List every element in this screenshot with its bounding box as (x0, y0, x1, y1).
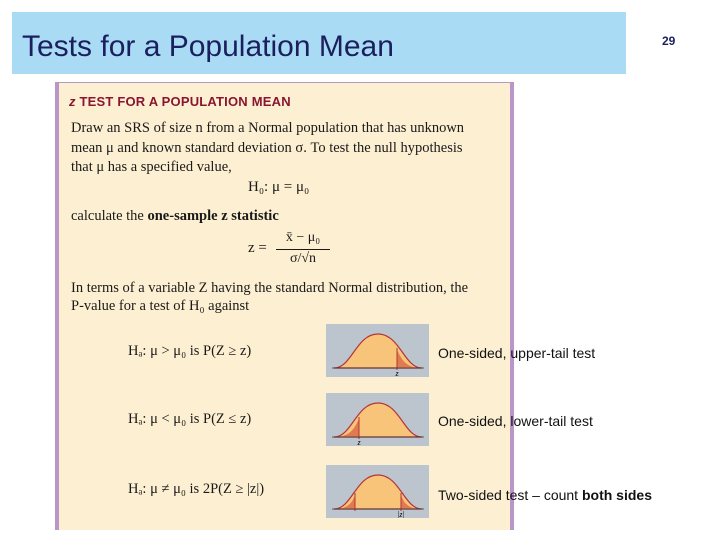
axis-label: z (357, 438, 361, 446)
intro-line-1: Draw an SRS of size n from a Normal population that has unknown (71, 120, 465, 136)
calc-text (71, 206, 491, 226)
z-numerator: x̄ − μ₀ (285, 230, 321, 245)
desc-upper-tail-text: One-sided, upper-tail test (438, 345, 596, 361)
two-sided-thumbnail (326, 465, 429, 518)
normal-curve (334, 334, 422, 368)
alt-hypothesis-two-sided: Hₐ: μ ≠ μ₀ is 2P(Z ≥ |z|) (128, 481, 265, 497)
box-heading (69, 94, 291, 109)
desc-two-sided-bold: both sides (581, 487, 652, 503)
lower-tail-thumbnail (326, 393, 429, 446)
pvalue-line-1: In terms of a variable Z having the standard Normal distribution, the (71, 280, 469, 296)
desc-two-sided (438, 487, 652, 503)
null-hypothesis: H₀: μ = μ₀ (248, 179, 310, 195)
desc-two-sided-text: Two-sided test – count (438, 487, 582, 503)
slide-number: 29 (662, 34, 676, 48)
intro-line-2: mean μ and known standard deviation σ. To test the null hypothesis (71, 140, 463, 156)
calc-text-plain: calculate the (71, 208, 148, 224)
intro-line-3: that μ has a specified value, (71, 159, 232, 175)
calc-text-bold: one-sample z statistic (147, 208, 279, 224)
slide-title: Tests for a Population Mean (22, 30, 394, 63)
desc-upper-tail (438, 345, 595, 361)
axis-label: |z| (397, 510, 405, 518)
alt-hypothesis-upper: Hₐ: μ > μ₀ is P(Z ≥ z) (128, 343, 252, 359)
desc-lower-tail (438, 413, 593, 429)
axis-label: z (395, 369, 399, 377)
desc-lower-tail-text: One-sided, lower-tail test (438, 413, 593, 429)
z-fraction-line (276, 249, 330, 250)
z-denominator: σ/√n (289, 251, 317, 266)
upper-tail-thumbnail (326, 324, 429, 377)
box-heading-text: TEST FOR A POPULATION MEAN (75, 94, 291, 109)
normal-curve (334, 403, 422, 437)
alt-hypothesis-lower: Hₐ: μ < μ₀ is P(Z ≤ z) (128, 411, 252, 427)
pvalue-line-2: P-value for a test of H₀ against (71, 298, 250, 314)
normal-curve (334, 475, 422, 509)
z-lhs: z = (248, 240, 267, 256)
box-heading-z: z (69, 94, 76, 109)
